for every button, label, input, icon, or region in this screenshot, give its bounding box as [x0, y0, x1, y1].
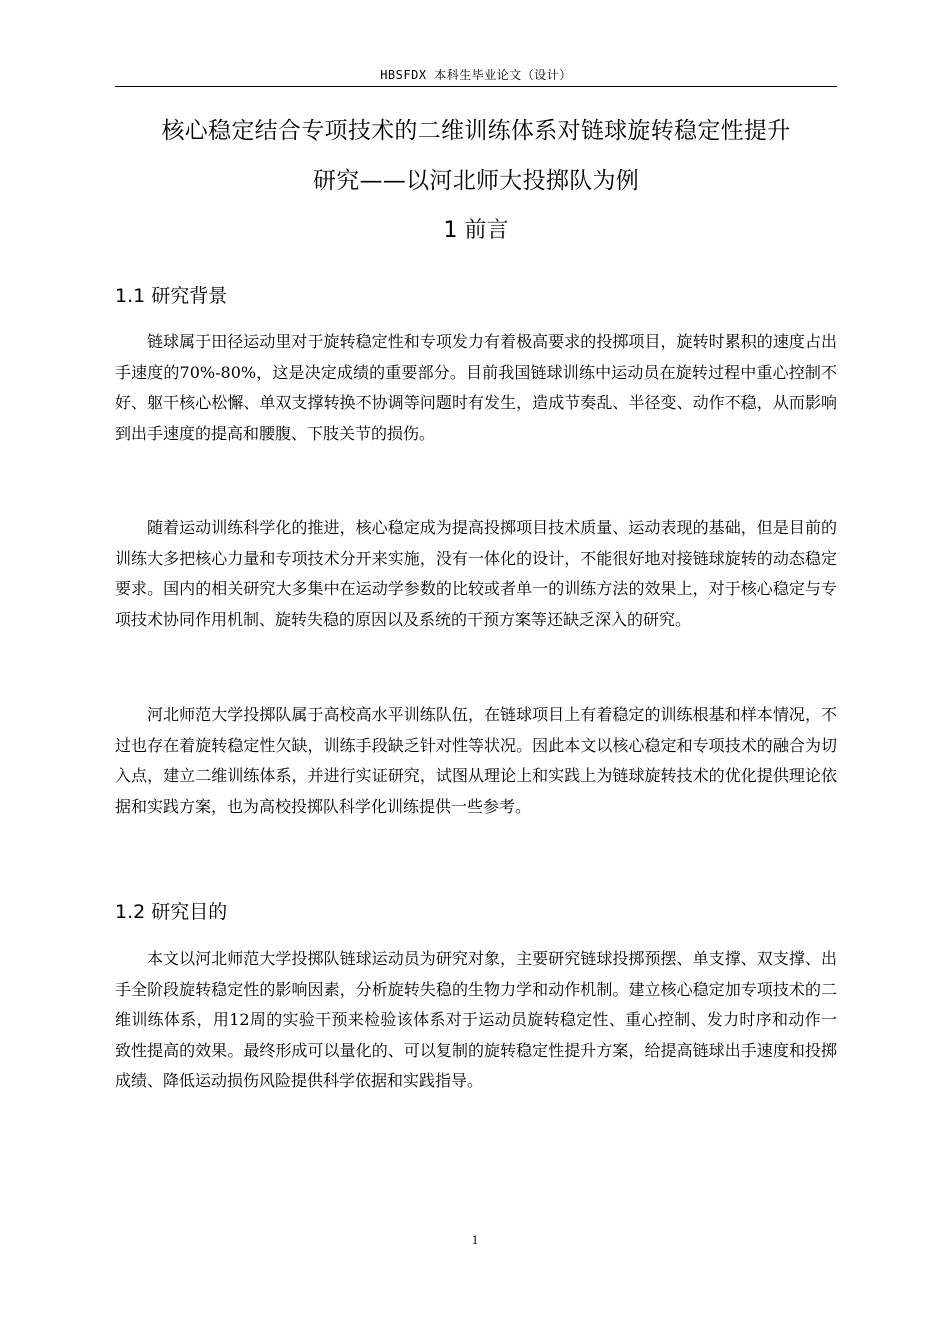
page-header: HBSFDX 本科生毕业论文（设计）: [115, 66, 837, 87]
page-number: 1: [471, 1232, 479, 1247]
paragraph: 随着运动训练科学化的推进，核心稳定成为提高投掷项目技术质量、运动表现的基础，但是目前的训练大多把核心力量和专项技术分开来实施，没有一体化的设计，不能很好地对接链球旋转的动态稳定要求。国内的相关研究大多集中在运动学参数的比较或者单一的训练方法的效果上，对于核心稳定与专项技术协同作用机制、旋转失稳的原因以及系统的干预方案等还缺乏深入的研究。: [115, 518, 837, 629]
section-heading-background: 1.1 研究背景: [115, 285, 228, 307]
paragraph: 本文以河北师范大学投掷队链球运动员为研究对象，主要研究链球投掷预摆、单支撑、双支撑、出手全阶段旋转稳定性的影响因素，分析旋转失稳的生物力学和动作机制。建立核心稳定加专项技术的二维训练体系，用12周的实验干预来检验该体系对于运动员旋转稳定性、重心控制、发力时序和动作一致性提高的效果。最终形成可以量化的、可以复制的旋转稳定性提升方案，给提高链球出手速度和投掷成绩、降低运动损伤风险提供科学依据和实践指导。: [115, 949, 837, 1090]
thesis-title-line-2: 研究——以河北师大投掷队为例: [312, 168, 640, 194]
paragraph: 链球属于田径运动里对于旋转稳定性和专项发力有着极高要求的投掷项目，旋转时累积的速度占出手速度的70%-80%，这是决定成绩的重要部分。目前我国链球训练中运动员在旋转过程中重心控制不好、躯干核心松懈、单双支撑转换不协调等问题时有发生，造成节奏乱、半径变、动作不稳，从而影响到出手速度的提高和腰腹、下肢关节的损伤。: [115, 332, 837, 443]
section-heading-purpose: 1.2 研究目的: [115, 901, 228, 923]
thesis-title-line-1: 核心稳定结合专项技术的二维训练体系对链球旋转稳定性提升: [161, 118, 791, 144]
paragraph: 河北师范大学投掷队属于高校高水平训练队伍，在链球项目上有着稳定的训练根基和样本情况，不过也存在着旋转稳定性欠缺，训练手段缺乏针对性等状况。因此本文以核心稳定和专项技术的融合为切入点，建立二维训练体系，并进行实证研究，试图从理论上和实践上为链球旋转技术的优化提供理论依据和实践方案，也为高校投掷队科学化训练提供一些参考。: [115, 705, 837, 816]
chapter-heading: 1 前言: [443, 218, 509, 243]
